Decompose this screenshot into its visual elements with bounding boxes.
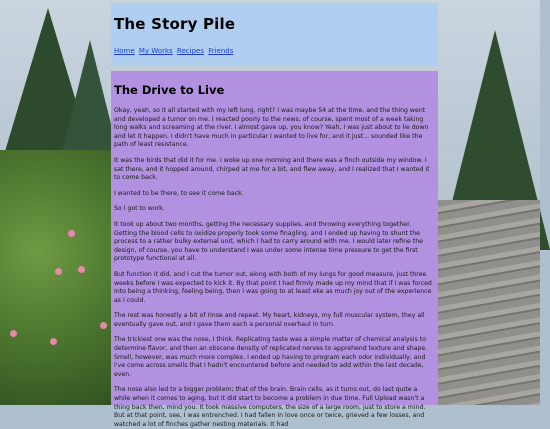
main-nav xyxy=(114,47,438,55)
nav-link-friends[interactable]: Friends xyxy=(208,47,234,55)
site-title: The Story Pile xyxy=(114,15,236,33)
story-paragraph: So I got to work. xyxy=(114,205,165,213)
rose-flower xyxy=(68,230,75,237)
rose-flower xyxy=(78,266,85,273)
rose-flower xyxy=(10,330,17,337)
story-paragraph: It took up about two months, getting the necessary supplies, and throwing everything together. Getting the blood cells to oxidize properly took some finagling, and I ended up having to shunt the process to a rather bulky external unit, which I had to carry around with me. I would later refine the design, of course, you have to understand I was under some intense time pressure to get the first prototype functional at all. xyxy=(114,220,423,263)
rose-flower xyxy=(50,338,57,345)
weathered-shed xyxy=(438,200,540,405)
site-header xyxy=(111,3,438,66)
rose-flower xyxy=(55,268,62,275)
story-paragraph: But function it did, and I cut the tumor out, along with both of my lungs for good measure, just three weeks before I was expected to kick it. By that point I had firmly made up my mind that if I was forced into being a thinking, feeling being, then I was going to at least eke as much joy out of the experience as I could. xyxy=(114,270,432,304)
rose-bushes xyxy=(0,150,125,405)
story-paragraph: It was the birds that did it for me. I woke up one morning and there was a finch outside my window. I sat there, and it hopped around, chirped at me for a bit, and flew away, and I realized that I wanted it to come back. xyxy=(114,156,430,182)
story-paragraph: The trickiest one was the nose, I think. Replicating taste was a simple matter of chemical analysis to determine flavor, and then an obscene density of replicated nerves to apprehend texture and shape. Smell, however, was much more complex. I ended up having to program each odor individually, and I've come across smells that I hadn't encountered before and needed to add within the last decade, even. xyxy=(114,336,428,378)
story-paragraph: The nose also led to a bigger problem; that of the brain. Brain cells, as it turns out, do last quite a while when it comes to aging, but it did start to become a problem in due time. Full Upload wasn't a thing back then, mind you. It took massive computers, the size of a large room, just to store a mind. But at that point, see, I was entrenched. I had fallen in love once or twice, grieved a few losses, and watched a lot of finches gather nesting materials. It had xyxy=(114,386,426,428)
nav-link-home[interactable]: Home xyxy=(114,47,135,55)
nav-link-my-works[interactable]: My Works xyxy=(138,47,173,55)
story-paragraph: The rest was honestly a bit of rinse and repeat. My heart, kidneys, my full muscular system, they all eventually gave out, and I gave them each a personal overhaul in turn. xyxy=(114,312,425,328)
rose-flower xyxy=(100,322,107,329)
story-paragraph: Okay, yeah, so it all started with my left lung, right? I was maybe 54 at the time, and the thing went and developed a tumor on me. I reacted poorly to the news, of course, spent most of a week taking long walks and screaming at the river. I almost gave up, you know? Yeah, I was just about to lie down and let it happen. I didn't have much in particular I wanted to live for, and it just... sounded like the path of least resistance. xyxy=(114,107,429,149)
nav-link-recipes[interactable]: Recipes xyxy=(176,47,204,55)
story-title: The Drive to Live xyxy=(114,83,225,97)
story-paragraph: I wanted to be there, to see it come back. xyxy=(114,189,244,197)
story-content xyxy=(111,71,438,428)
